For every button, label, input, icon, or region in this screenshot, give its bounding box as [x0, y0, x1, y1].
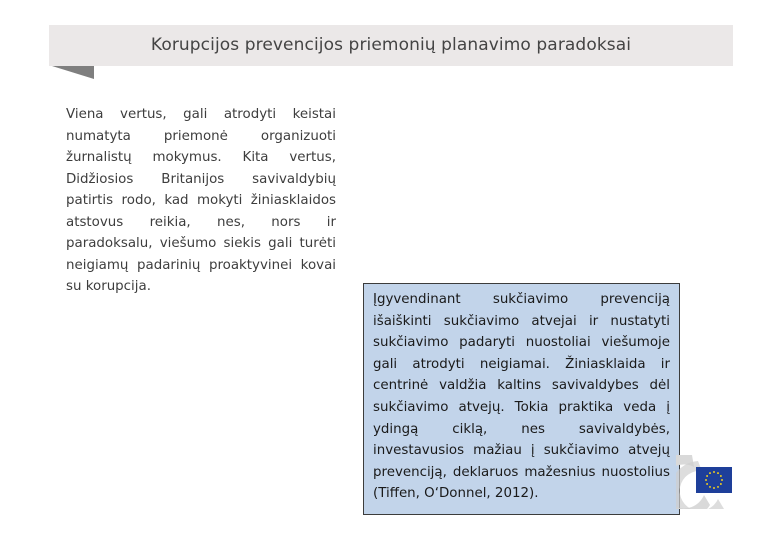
highlight-box-text: Įgyvendinant sukčiavimo prevenciją išaiškinti sukčiavimo atvejai ir nustatyti sukčiavimo padaryti nuostoliai viešumoje gali atrodyti neigiamai. Žiniasklaida ir centrinė valdžia kaltins savivaldybes dėl sukčiavimo atvejų. Tokia praktika veda į ydingą ciklą, nes savivaldybės, investavusios mažiau į sukčiavimo atvejų prevenciją, deklaruos mažesnius nuostolius (Tiffen, O‘Donnel, 2012).	[373, 292, 670, 502]
left-paragraph: Viena vertus, gali atrodyti keistai numatyta priemonė organizuoti žurnalistų mokymus. Kita vertus, Didžiosios Britanijos savivaldybių patirtis rodo, kad mokyti žiniasklaidos atstovus reikia, nes, nors ir paradoksalu, viešumo siekis gali turėti neigiamų padarinių proaktyvinei kovai su korupcija.	[66, 107, 336, 294]
title-tab-shape	[52, 66, 94, 79]
slide-title: Korupcijos prevencijos priemonių planavimo paradoksai	[150, 35, 632, 55]
eu-flag-icon	[696, 467, 732, 493]
highlight-box	[363, 283, 680, 515]
title-bar	[49, 25, 733, 66]
